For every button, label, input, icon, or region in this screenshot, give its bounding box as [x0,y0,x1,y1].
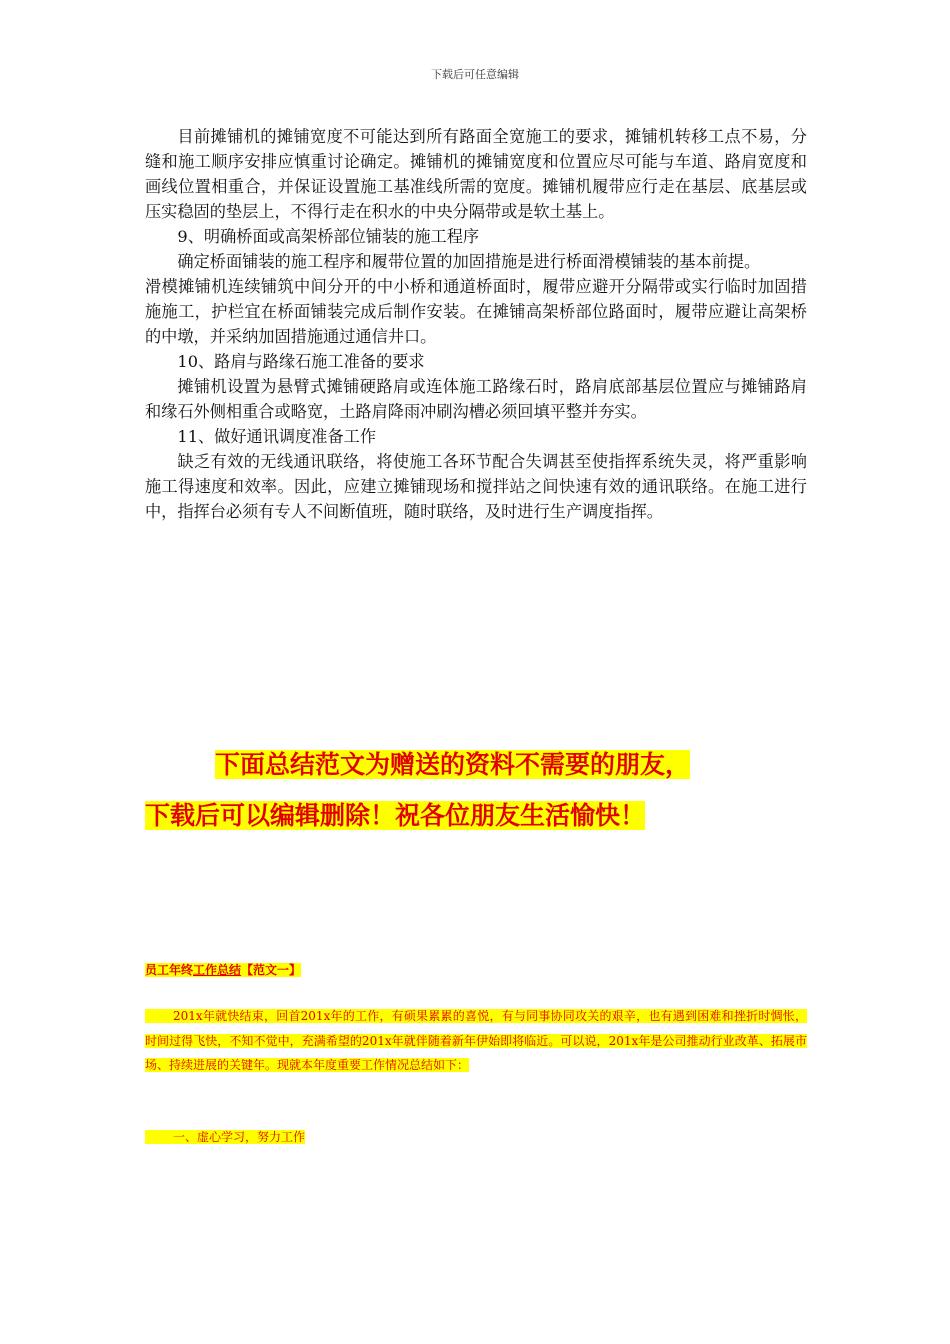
section-heading: 9、明确桥面或高架桥部位铺装的施工程序 [177,227,480,246]
notice-line-1: 下面总结范文为赠送的资料不需要的朋友， [215,750,691,779]
section-heading: 11、做好通讯调度准备工作 [177,427,377,446]
paragraph: 缺乏有效的无线通讯联络，将使施工各环节配合失调甚至使指挥系统失灵，将严重影响施工得速度和效率。因此，应建立摊铺现场和搅拌站之间快速有效的通讯联络。在施工进行中，指挥台必须有专人不间断值班，随时联络，及时进行生产调度指挥。 [145,452,807,521]
sample-subheading: 一、虚心学习，努力工作 [145,1125,807,1150]
page-header: 下载后可任意编辑 [431,68,519,81]
sample-paragraph: 201x年就快结束，回首201x年的工作，有硕果累累的喜悦，有与同事协同攻关的艰辛，也有遇到困难和挫折时惆怅，时间过得飞快，不知不觉中，充满希望的201x年就伴随着新年伊始即将临近。可以说，201x年是公司推动行业改革、拓展市场、持续进展的关键年。现就本年度重要工作情况总结如下： [145,1009,807,1072]
notice-line-2: 下载后可以编辑删除！祝各位朋友生活愉快！ [145,801,646,830]
body-text [145,124,807,524]
paragraph: 滑模摊铺机连续铺筑中间分开的中小桥和通道桥面时，履带应避开分隔带或实行临时加固措施施工，护栏宜在桥面铺装完成后制作安装。在摊铺高架桥部位路面时，履带应避让高架桥的中墩，并采纳加固措施通过通信井口。 [145,277,807,346]
paragraph: 确定桥面铺装的施工程序和履带位置的加固措施是进行桥面滑模铺装的基本前提。 [177,252,761,271]
paragraph: 目前摊铺机的摊铺宽度不可能达到所有路面全宽施工的要求，摊铺机转移工点不易，分缝和施工顺序安排应慎重讨论确定。摊铺机的摊铺宽度和位置应尽可能与车道、路肩宽度和画线位置相重合，并保证设置施工基准线所需的宽度。摊铺机履带应行走在基层、底基层或压实稳固的垫层上，不得行走在积水的中央分隔带或是软土基上。 [145,127,807,221]
section-heading: 10、路肩与路缘石施工准备的要求 [177,352,425,371]
sample-title: 员工年终工作总结【范文一】 [145,963,302,977]
paragraph: 摊铺机设置为悬臂式摊铺硬路肩或连体施工路缘石时，路肩底部基层位置应与摊铺路肩和缘石外侧相重合或略宽，土路肩降雨冲刷沟槽必须回填平整并夯实。 [145,377,807,421]
